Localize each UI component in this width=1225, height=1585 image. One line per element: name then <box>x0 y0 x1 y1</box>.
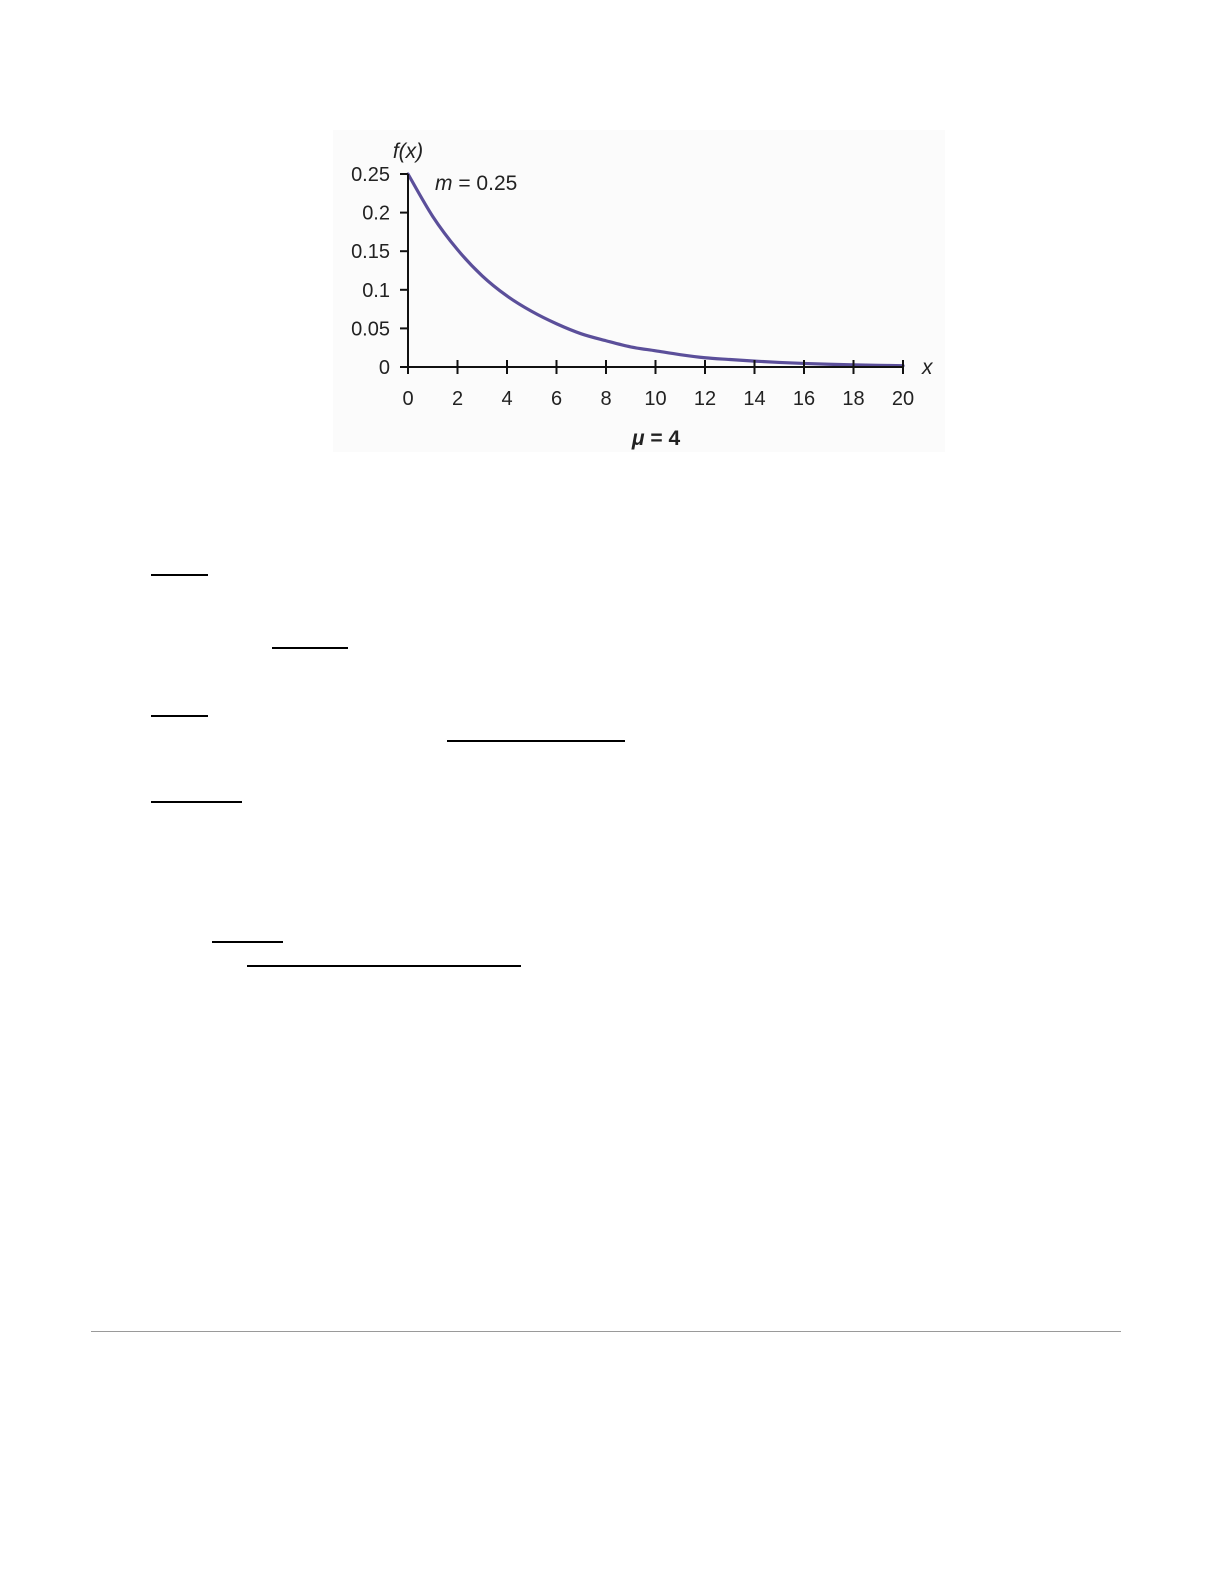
y-tick-label: 0.2 <box>362 202 390 225</box>
y-axis-title: f(x) <box>392 140 424 163</box>
blank-line <box>272 647 348 649</box>
y-tick-label: 0.05 <box>351 318 390 341</box>
blank-line <box>151 801 242 803</box>
blank-line <box>447 740 625 742</box>
x-tick-label: 2 <box>451 388 464 410</box>
x-tick-label: 14 <box>743 388 766 410</box>
exponential-distribution-chart <box>0 0 1225 470</box>
x-tick-label: 0 <box>402 388 414 410</box>
x-tick-label: 8 <box>600 388 612 410</box>
rate-annotation: m = 0.25 <box>435 172 518 195</box>
y-tick-label: 0 <box>378 357 390 379</box>
y-tick-label: 0.1 <box>362 279 390 302</box>
footer-divider <box>91 1331 1121 1332</box>
y-tick-label: 0.15 <box>351 241 390 264</box>
density-curve <box>408 174 903 366</box>
x-tick-label: 12 <box>693 388 717 410</box>
blank-line <box>212 941 283 943</box>
mean-caption: μ = 4 <box>631 427 681 450</box>
x-tick-label: 16 <box>792 388 816 410</box>
x-tick-label: 6 <box>550 388 563 410</box>
x-axis-title: x <box>922 356 933 379</box>
x-tick-label: 4 <box>501 388 513 410</box>
x-tick-label: 20 <box>891 388 915 410</box>
x-tick-label: 10 <box>644 388 667 410</box>
x-tick-label: 18 <box>842 388 865 410</box>
blank-line <box>247 965 521 967</box>
blank-line <box>151 574 208 576</box>
blank-line <box>151 715 208 717</box>
y-tick-label: 0.25 <box>351 164 390 186</box>
